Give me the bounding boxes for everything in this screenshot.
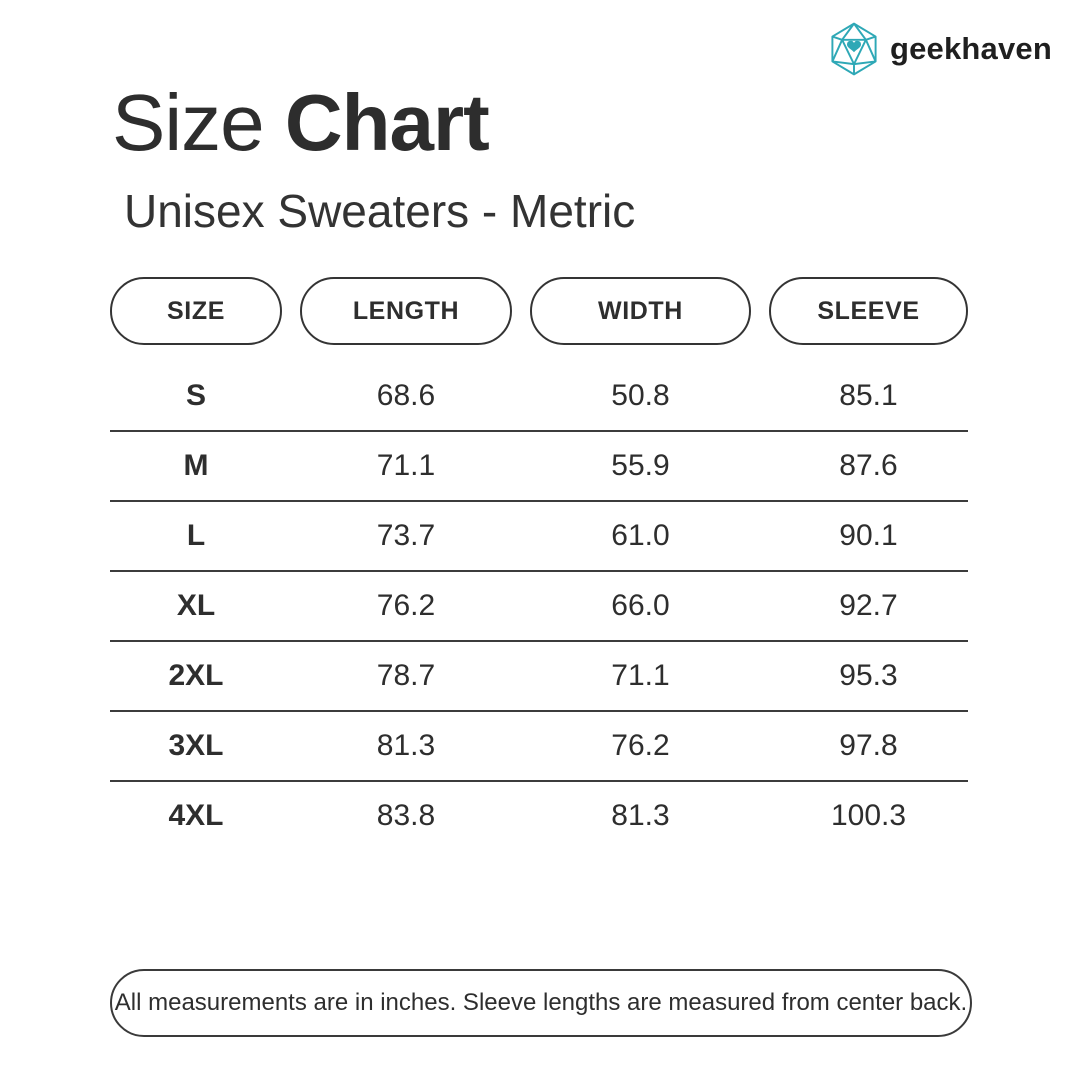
sleeve-value: 85.1 [839,379,898,412]
column-header-width: WIDTH [530,277,751,345]
measurement-note-text: All measurements are in inches. Sleeve lengths are measured from center back. [114,989,968,1016]
sleeve-value: 87.6 [839,449,898,482]
column-header-sleeve: SLEEVE [769,277,968,345]
table-header-row [110,277,968,345]
length-value: 71.1 [376,449,436,482]
sleeve-value: 100.3 [830,799,907,832]
table-body [110,362,968,850]
page-title-bold: Chart [284,78,489,167]
column-header-length: LENGTH [300,277,512,345]
size-label: 2XL [168,659,224,692]
length-value: 81.3 [376,729,436,762]
length-value: 83.8 [376,799,436,832]
page-title-regular: Size [112,78,264,167]
length-value: 68.6 [376,379,436,412]
table-row-xl [110,572,968,642]
size-label: S [185,379,206,412]
width-value: 61.0 [611,519,670,552]
width-value: 50.8 [611,379,670,412]
width-value: 76.2 [611,729,670,762]
width-value: 55.9 [611,449,670,482]
d20-die-heart-icon [827,21,881,77]
length-value: 76.2 [376,589,436,622]
length-value: 73.7 [376,519,436,552]
table-row-4xl [110,782,968,850]
page-subtitle: Unisex Sweaters - Metric [124,185,636,237]
column-header-size: SIZE [110,277,282,345]
sleeve-value: 90.1 [839,519,898,552]
table-row-2xl [110,642,968,712]
table-row-m [110,432,968,502]
width-value: 81.3 [611,799,670,832]
size-label: XL [176,589,216,622]
size-label: M [183,449,209,482]
sleeve-value: 95.3 [839,659,898,692]
page-title [112,78,489,167]
sleeve-value: 92.7 [839,589,898,622]
size-label: 4XL [168,799,224,832]
size-label: L [186,519,206,552]
sleeve-value: 97.8 [839,729,898,762]
table-row-3xl [110,712,968,782]
table-row-s [110,362,968,432]
width-value: 66.0 [611,589,670,622]
size-label: 3XL [168,729,224,762]
length-value: 78.7 [376,659,436,692]
measurement-note-pill [110,969,972,1037]
table-row-l [110,502,968,572]
size-table [110,277,968,850]
brand-logo [827,21,1052,77]
width-value: 71.1 [611,659,670,692]
brand-name: geekhaven [889,31,1052,66]
